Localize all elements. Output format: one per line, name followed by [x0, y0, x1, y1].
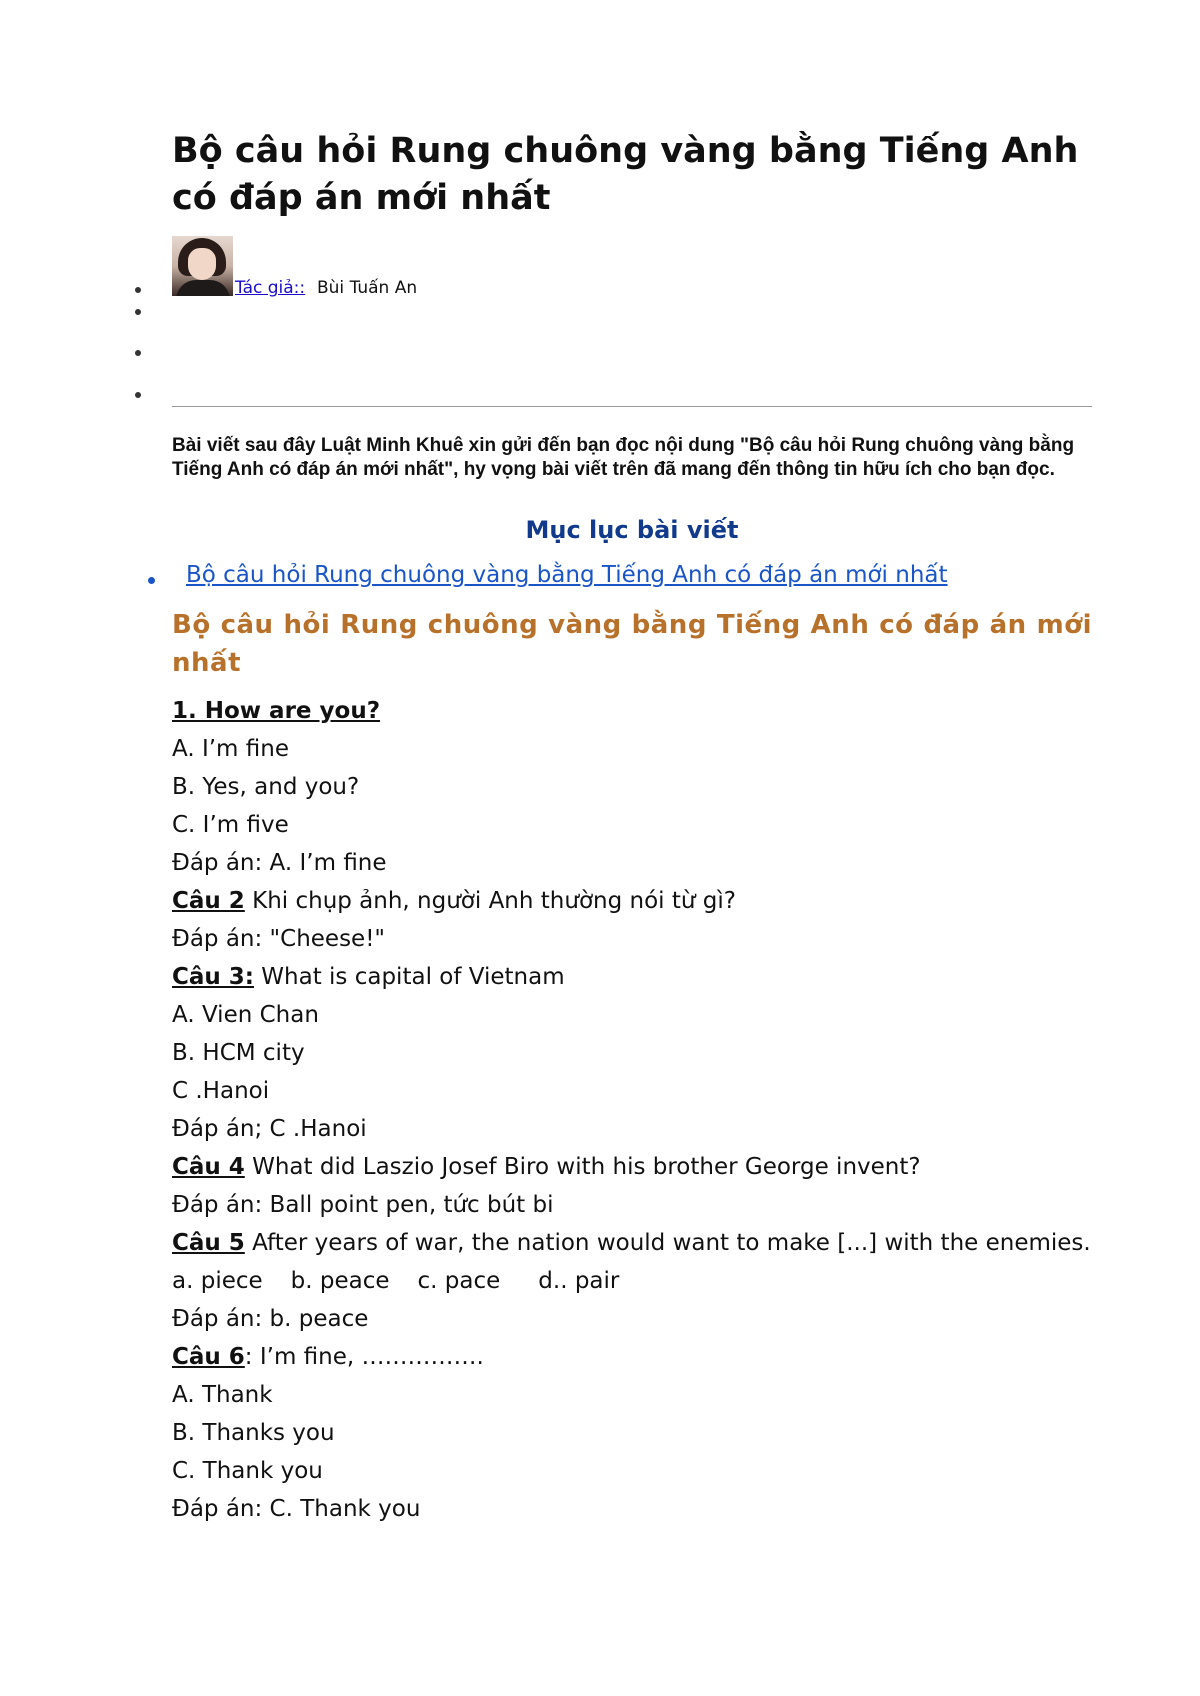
- option: A. I’m fine: [172, 736, 289, 762]
- answer: Đáp án: Ball point pen, tức bút bi: [172, 1192, 554, 1218]
- options-row: a. piece b. peace c. pace d.. pair: [172, 1268, 620, 1294]
- question-5: Câu 5 After years of war, the nation would want to make [...] with the enemies.: [172, 1230, 1091, 1256]
- option: B. HCM city: [172, 1040, 305, 1066]
- answer: Đáp án; C .Hanoi: [172, 1116, 367, 1142]
- author-avatar: [172, 236, 233, 296]
- option: A. Thank: [172, 1382, 273, 1408]
- option: B. Thanks you: [172, 1420, 335, 1446]
- question-3: Câu 3: What is capital of Vietnam: [172, 964, 565, 990]
- question-4: Câu 4 What did Laszio Josef Biro with his brother George invent?: [172, 1154, 921, 1180]
- bullet-dot: [135, 309, 141, 315]
- bullet-dot: [135, 287, 141, 293]
- toc-bullet: [148, 577, 155, 584]
- section-heading: Bộ câu hỏi Rung chuông vàng bằng Tiếng Anh có đáp án mới nhất: [172, 610, 1092, 678]
- question-6: Câu 6: I’m fine, …………….: [172, 1344, 484, 1370]
- option: C .Hanoi: [172, 1078, 270, 1104]
- answer: Đáp án: "Cheese!": [172, 926, 386, 952]
- article-title: Bộ câu hỏi Rung chuông vàng bằng Tiếng Anh có đáp án mới nhất: [172, 131, 1079, 218]
- option: B. Yes, and you?: [172, 774, 360, 800]
- toc-title: Mục lục bài viết: [525, 516, 739, 544]
- option: C. I’m five: [172, 812, 289, 838]
- bullet-dot: [135, 350, 141, 356]
- option: C. Thank you: [172, 1458, 323, 1484]
- author-link[interactable]: Tác giả::: [235, 278, 306, 298]
- question-list: [172, 692, 1092, 1528]
- author-name: Bùi Tuấn An: [317, 278, 418, 298]
- question-2: Câu 2 Khi chụp ảnh, người Anh thường nói từ gì?: [172, 888, 736, 914]
- bullet-dot: [135, 392, 141, 398]
- article-intro: Bài viết sau đây Luật Minh Khuê xin gửi đến bạn đọc nội dung "Bộ câu hỏi Rung chuông vàng bằng Tiếng Anh có đáp án mới nhất", hy vọng bài viết trên đã mang đến thông tin hữu ích cho bạn đọc.: [172, 435, 1075, 480]
- divider: [172, 406, 1092, 407]
- option: A. Vien Chan: [172, 1002, 319, 1028]
- question-1: 1. How are you?: [172, 698, 381, 724]
- toc-link[interactable]: Bộ câu hỏi Rung chuông vàng bằng Tiếng Anh có đáp án mới nhất: [186, 562, 948, 588]
- answer: Đáp án: b. peace: [172, 1306, 369, 1332]
- answer: Đáp án: A. I’m fine: [172, 850, 387, 876]
- answer: Đáp án: C. Thank you: [172, 1496, 421, 1522]
